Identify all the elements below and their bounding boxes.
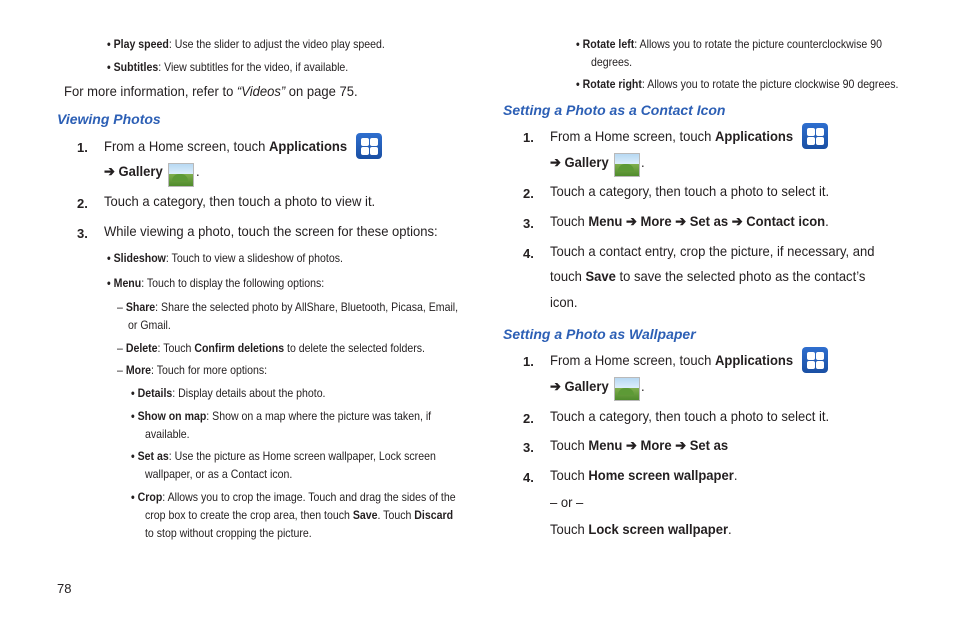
period: . <box>196 163 200 179</box>
term-text: : Touch to display the following options: <box>141 276 325 290</box>
term-text: : Display details about the photo. <box>172 386 326 400</box>
bullet-marker: • <box>107 60 111 74</box>
gallery-path: ➔ Gallery <box>550 154 609 170</box>
step-text-cont <box>550 268 865 284</box>
step-text <box>550 352 793 368</box>
step-text: While viewing a photo, touch the screen for these options: <box>104 223 438 239</box>
bullet-set-as-cont: wallpaper, or as a Contact icon. <box>145 467 293 481</box>
lock-screen-wallpaper-label: Lock screen wallpaper <box>588 521 729 537</box>
period: . <box>825 213 829 229</box>
section-heading-wallpaper: Setting a Photo as Wallpaper <box>503 326 696 342</box>
bullet-play-speed <box>107 37 385 51</box>
term-label: Share <box>125 300 156 314</box>
term-text: : Allows you to rotate the picture counterclockwise 90 <box>634 37 882 51</box>
period: . <box>641 154 645 170</box>
term-label: Crop <box>137 490 163 504</box>
bullet-show-on-map-cont: available. <box>145 427 190 441</box>
step-text: Touch a contact entry, crop the picture, if necessary, and <box>550 243 875 259</box>
step-text-plain: Touch <box>550 437 589 453</box>
step-number: 1. <box>77 140 88 155</box>
step-text: Touch a category, then touch a photo to view it. <box>104 193 376 209</box>
bullet-marker: • <box>131 409 135 423</box>
applications-icon <box>802 347 828 373</box>
bullet-marker: • <box>131 490 135 504</box>
term-label: Slideshow <box>113 251 166 265</box>
step-text-plain: touch <box>550 268 586 284</box>
page-number: 78 <box>57 581 72 596</box>
step-number: 3. <box>523 440 534 455</box>
step-text <box>550 437 728 454</box>
step-text <box>550 467 737 483</box>
bullet-crop <box>131 490 456 504</box>
applications-label: Applications <box>714 352 794 368</box>
term-text: : Touch to view a slideshow of photos. <box>165 251 343 265</box>
term-text: : Show on a map where the picture was taken, if <box>206 409 432 423</box>
bullet-slideshow <box>107 251 343 265</box>
step-number: 1. <box>523 130 534 145</box>
step-text-plain: Touch <box>550 213 589 229</box>
bullet-subtitles <box>107 60 348 74</box>
step-text: Touch a category, then touch a photo to select it. <box>550 183 830 199</box>
home-screen-wallpaper-label: Home screen wallpaper <box>588 467 734 483</box>
applications-label: Applications <box>714 128 794 144</box>
sub-item-share <box>117 300 458 314</box>
applications-icon <box>356 133 382 159</box>
section-heading-viewing-photos: Viewing Photos <box>57 111 161 127</box>
term-label: Details <box>137 386 173 400</box>
term-text: : Touch <box>157 341 195 355</box>
term-text: crop box to create the crop area, then touch <box>145 508 353 522</box>
term-text: : Share the selected photo by AllShare, Bluetooth, Picasa, Email, <box>155 300 459 314</box>
step-number: 3. <box>523 216 534 231</box>
dash-marker: – <box>117 363 123 377</box>
applications-icon <box>802 123 828 149</box>
term-label: Set as <box>137 449 169 463</box>
bullet-marker: • <box>107 251 111 265</box>
step-text-plain: Touch <box>550 521 589 537</box>
bullet-marker: • <box>576 77 580 91</box>
bullet-marker: • <box>107 276 111 290</box>
period: . <box>641 378 645 394</box>
term-text: : Touch for more options: <box>151 363 268 377</box>
more-info-line <box>64 83 358 99</box>
bullet-crop-cont2: to stop without cropping the picture. <box>145 526 312 540</box>
step-text-plain: to save the selected photo as the contact’s <box>615 268 866 284</box>
step-number: 2. <box>523 186 534 201</box>
gallery-path: ➔ Gallery <box>104 163 163 179</box>
term-label: Show on map <box>137 409 207 423</box>
bullet-marker: • <box>576 37 580 51</box>
term-bold: Discard <box>414 508 454 522</box>
gallery-path: ➔ Gallery <box>550 378 609 394</box>
step-number: 3. <box>77 226 88 241</box>
bullet-crop-cont <box>145 508 453 522</box>
bullet-rotate-left-cont: degrees. <box>591 55 633 69</box>
cross-reference-link[interactable]: “Videos” <box>236 83 286 99</box>
more-info-post: on page 75. <box>285 83 358 99</box>
sub-item-share-cont: or Gmail. <box>128 318 171 332</box>
bullet-rotate-left <box>576 37 882 51</box>
step-text-cont: icon. <box>550 294 578 310</box>
dash-marker: – <box>117 300 123 314</box>
bullet-details <box>131 386 326 400</box>
gallery-icon <box>614 153 640 177</box>
menu-path: Menu ➔ More ➔ Set as ➔ Contact icon <box>588 213 826 229</box>
bullet-set-as <box>131 449 436 463</box>
applications-label: Applications <box>268 138 348 154</box>
dash-marker: – <box>117 341 123 355</box>
step-text <box>104 138 347 154</box>
sub-item-delete <box>117 341 425 355</box>
step-text-plain: Touch <box>550 467 589 483</box>
save-label: Save <box>585 268 616 284</box>
bullet-marker: • <box>131 449 135 463</box>
bullet-show-on-map <box>131 409 431 423</box>
period: . <box>728 521 732 537</box>
term-text: : Use the slider to adjust the video play speed. <box>168 37 385 51</box>
step-number: 4. <box>523 246 534 261</box>
gallery-icon <box>614 377 640 401</box>
step-number: 2. <box>77 196 88 211</box>
term-text: : Allows you to crop the image. Touch and drag the sides of the <box>162 490 456 504</box>
term-text: : Allows you to rotate the picture clockwise 90 degrees. <box>641 77 899 91</box>
term-label: Subtitles <box>113 60 159 74</box>
gallery-icon <box>168 163 194 187</box>
term-label: Menu <box>113 276 142 290</box>
bullet-rotate-right <box>576 77 898 91</box>
sub-item-more <box>117 363 267 377</box>
bullet-marker: • <box>107 37 111 51</box>
or-separator: – or – <box>550 494 584 510</box>
step-number: 1. <box>523 354 534 369</box>
step-text-plain: From a Home screen, touch <box>550 128 715 144</box>
term-bold: Confirm deletions <box>194 341 285 355</box>
term-text: . Touch <box>377 508 415 522</box>
term-text: : View subtitles for the video, if available. <box>158 60 349 74</box>
term-bold: Save <box>352 508 378 522</box>
term-label: Rotate right <box>582 77 642 91</box>
more-info-pre: For more information, refer to <box>64 83 237 99</box>
term-text: to delete the selected folders. <box>284 341 425 355</box>
step-text: Touch a category, then touch a photo to select it. <box>550 408 830 424</box>
term-label: More <box>125 363 152 377</box>
bullet-menu <box>107 276 324 290</box>
step-text <box>550 128 793 144</box>
term-text: : Use the picture as Home screen wallpaper, Lock screen <box>168 449 436 463</box>
step-text <box>550 521 732 537</box>
section-heading-contact-icon: Setting a Photo as a Contact Icon <box>503 102 726 118</box>
step-text <box>550 213 829 230</box>
term-label: Rotate left <box>582 37 635 51</box>
term-label: Delete <box>125 341 158 355</box>
term-label: Play speed <box>113 37 169 51</box>
step-text-plain: From a Home screen, touch <box>104 138 269 154</box>
step-text-plain: From a Home screen, touch <box>550 352 715 368</box>
bullet-marker: • <box>131 386 135 400</box>
step-number: 4. <box>523 470 534 485</box>
menu-path: Menu ➔ More ➔ Set as <box>588 437 729 453</box>
period: . <box>733 467 738 483</box>
step-number: 2. <box>523 411 534 426</box>
